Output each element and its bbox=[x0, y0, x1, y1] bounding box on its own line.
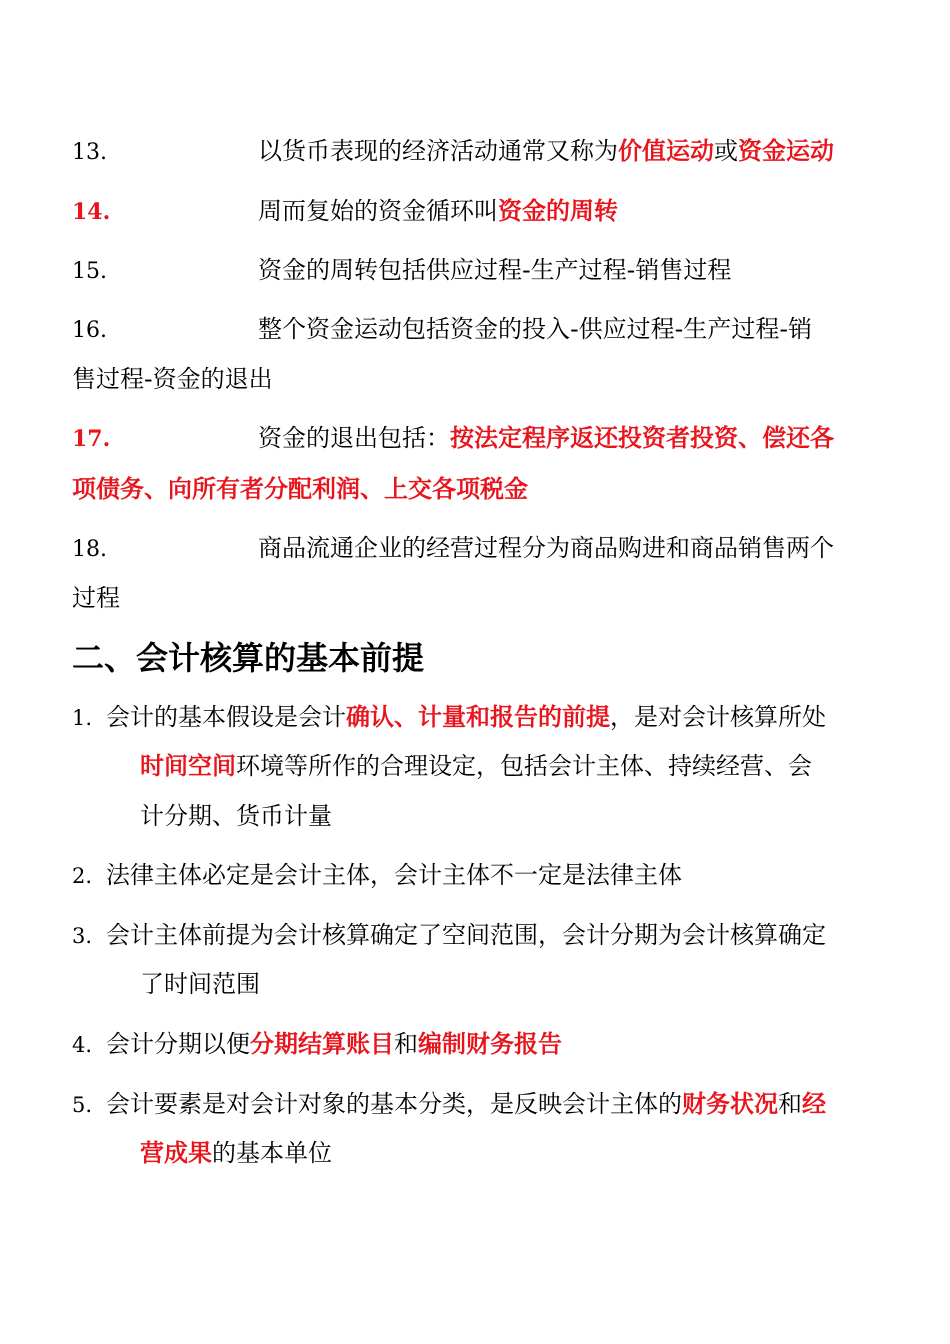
item-text: 会计的基本假设是会计 bbox=[106, 703, 346, 731]
list-item-5-continued bbox=[140, 1138, 880, 1168]
item-16 bbox=[72, 314, 877, 346]
item-text: 资金的退出包括： bbox=[258, 424, 450, 452]
item-number: 1. bbox=[72, 706, 93, 730]
item-17-continued bbox=[72, 474, 877, 504]
item-17 bbox=[72, 423, 877, 454]
list-item-3-continued bbox=[140, 969, 880, 999]
highlight-text: 分期结算账目 bbox=[250, 1030, 394, 1058]
item-16-continued bbox=[72, 364, 877, 394]
item-14 bbox=[72, 196, 877, 227]
highlight-text: 经 bbox=[802, 1090, 826, 1118]
list-item-4 bbox=[72, 1029, 877, 1060]
list-item-3 bbox=[72, 920, 877, 951]
highlight-text: 项债务、向所有者分配利润、上交各项税金 bbox=[72, 475, 528, 503]
item-number: 2. bbox=[72, 864, 93, 888]
item-number: 3. bbox=[72, 924, 93, 948]
item-13 bbox=[72, 136, 877, 168]
item-number: 13. bbox=[72, 140, 107, 165]
item-text: 过程 bbox=[72, 584, 120, 612]
item-text: 资金的周转包括供应过程-生产过程-销售过程 bbox=[258, 256, 732, 284]
list-item-1 bbox=[72, 702, 877, 733]
item-text: 会计分期以便 bbox=[106, 1030, 250, 1058]
item-text: 周而复始的资金循环叫 bbox=[258, 197, 498, 225]
highlight-text: 价值运动 bbox=[618, 137, 714, 165]
item-text: 和 bbox=[778, 1090, 802, 1118]
section-title: 二、会计核算的基本前提 bbox=[72, 639, 425, 677]
item-text: 计分期、货币计量 bbox=[140, 802, 332, 830]
item-text: 售过程-资金的退出 bbox=[72, 365, 273, 393]
item-text: ，是对会计核算所处 bbox=[610, 703, 826, 731]
list-item-1-continued bbox=[140, 751, 880, 781]
highlight-text: 编制财务报告 bbox=[418, 1030, 562, 1058]
item-text: 环境等所作的合理设定，包括会计主体、持续经营、会 bbox=[236, 752, 812, 780]
item-text: 会计主体前提为会计核算确定了空间范围，会计分期为会计核算确定 bbox=[106, 921, 826, 949]
item-text: 了时间范围 bbox=[140, 970, 260, 998]
item-number: 17. bbox=[72, 426, 111, 452]
item-text: 和 bbox=[394, 1030, 418, 1058]
item-15 bbox=[72, 255, 877, 287]
item-text: 法律主体必定是会计主体，会计主体不一定是法律主体 bbox=[106, 861, 682, 889]
list-item-1-continued bbox=[140, 801, 880, 831]
highlight-text: 按法定程序返还投资者投资、偿还各 bbox=[450, 424, 834, 452]
item-18 bbox=[72, 533, 877, 565]
list-item-5 bbox=[72, 1089, 877, 1120]
item-number: 4. bbox=[72, 1033, 93, 1057]
highlight-text: 确认、计量和报告的前提 bbox=[346, 703, 610, 731]
highlight-text: 营成果 bbox=[140, 1139, 212, 1167]
highlight-text: 时间空间 bbox=[140, 752, 236, 780]
item-text: 整个资金运动包括资金的投入-供应过程-生产过程-销 bbox=[258, 315, 812, 343]
item-text: 会计要素是对会计对象的基本分类，是反映会计主体的 bbox=[106, 1090, 682, 1118]
item-number: 18. bbox=[72, 537, 107, 562]
item-number: 5. bbox=[72, 1093, 93, 1117]
item-number: 15. bbox=[72, 259, 107, 284]
list-item-2 bbox=[72, 860, 877, 891]
item-text: 商品流通企业的经营过程分为商品购进和商品销售两个 bbox=[258, 534, 834, 562]
item-18-continued bbox=[72, 583, 877, 613]
item-text: 或 bbox=[714, 137, 738, 165]
highlight-text: 财务状况 bbox=[682, 1090, 778, 1118]
item-number: 14. bbox=[72, 199, 111, 225]
item-text: 以货币表现的经济活动通常又称为 bbox=[258, 137, 618, 165]
highlight-text: 资金运动 bbox=[738, 137, 834, 165]
item-number: 16. bbox=[72, 318, 107, 343]
highlight-text: 资金的周转 bbox=[498, 197, 618, 225]
item-text: 的基本单位 bbox=[212, 1139, 332, 1167]
